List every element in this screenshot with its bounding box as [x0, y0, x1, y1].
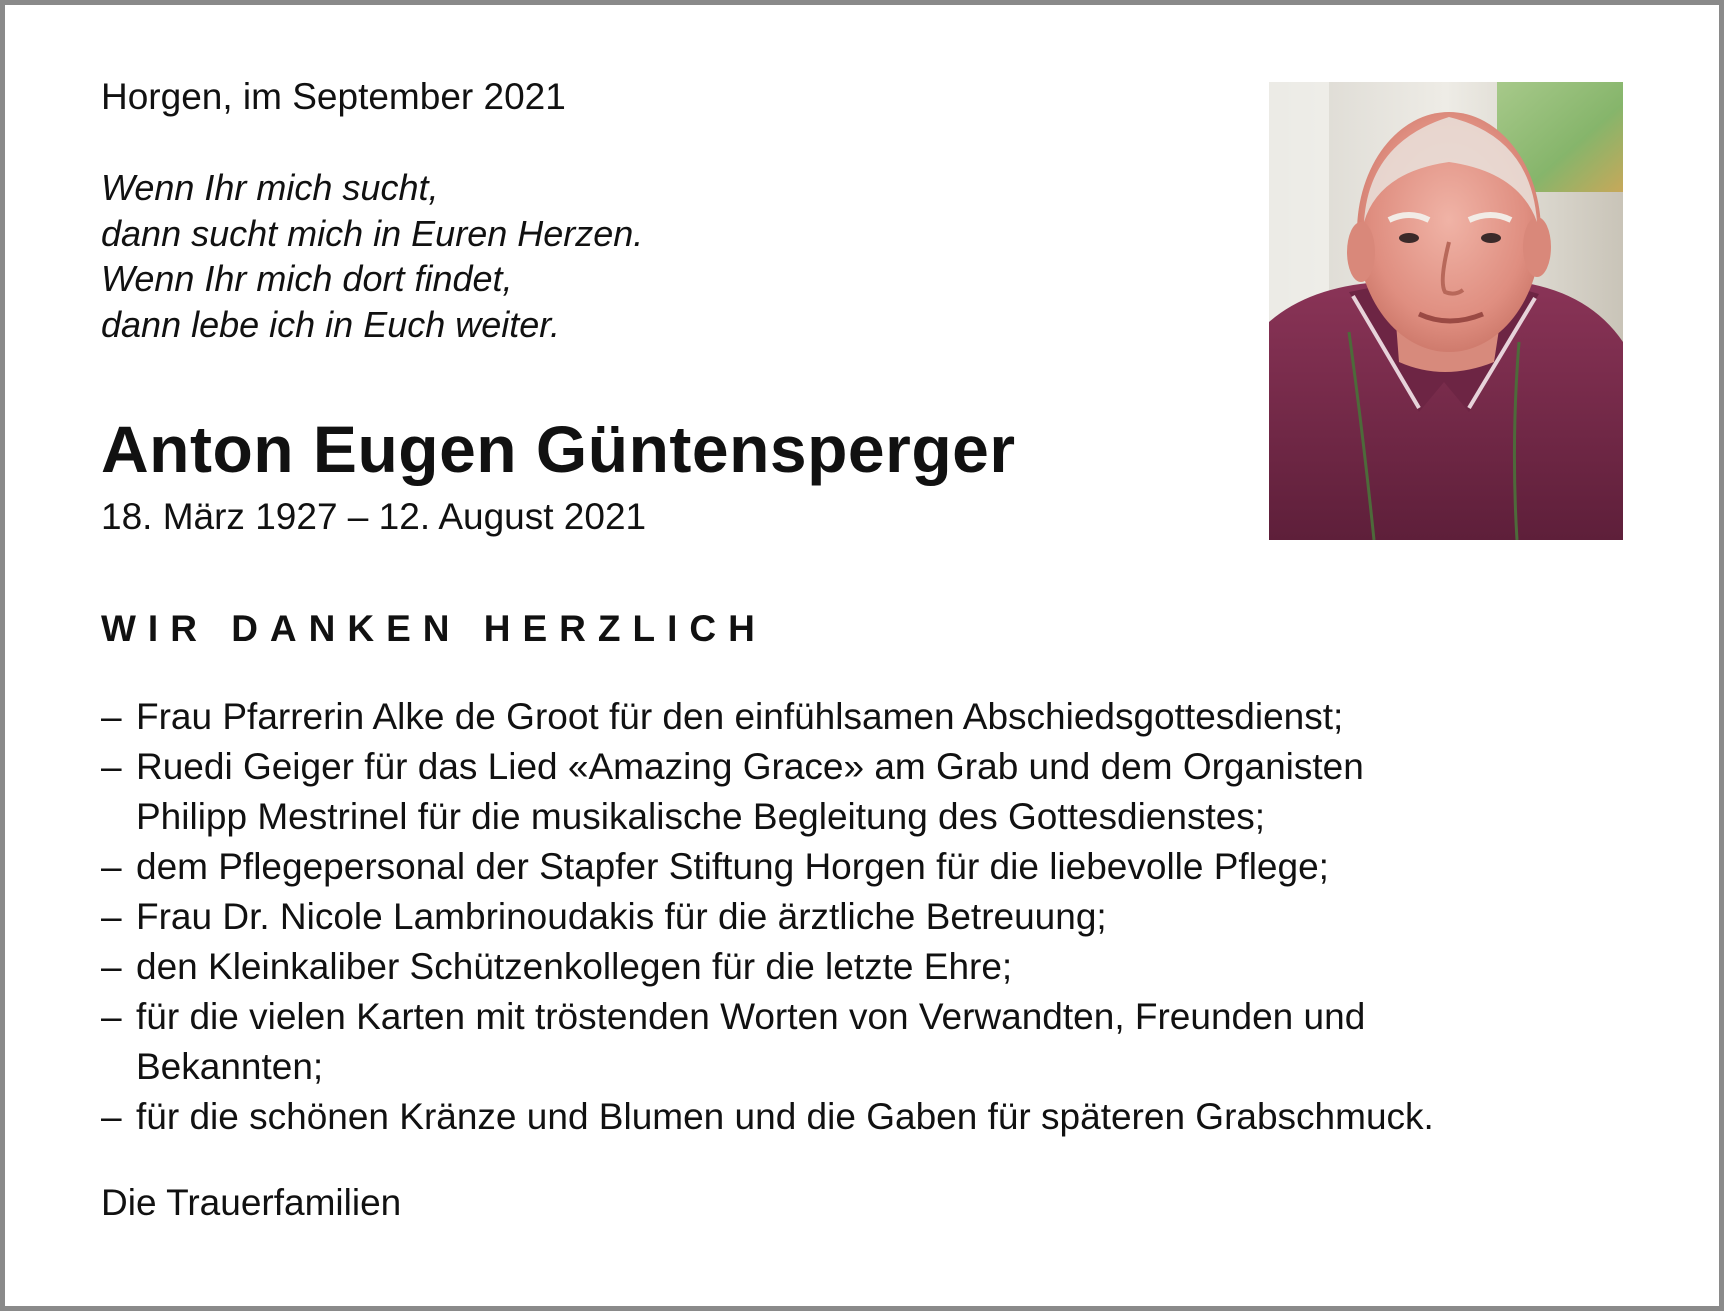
dash-bullet: – — [101, 996, 122, 1037]
poem-line: dann lebe ich in Euch weiter. — [101, 303, 560, 345]
dash-bullet: – — [101, 746, 122, 787]
dash-bullet: – — [101, 846, 122, 887]
dash-bullet: – — [101, 696, 122, 737]
dash-bullet: – — [101, 1096, 122, 1137]
list-item-line: den Kleinkaliber Schützenkollegen für die letzte Ehre; — [136, 946, 1013, 987]
list-item — [101, 692, 1661, 742]
list-item — [101, 1092, 1661, 1142]
list-item — [101, 742, 1661, 842]
portrait-illustration — [1269, 82, 1623, 540]
thanks-list — [101, 692, 1661, 1142]
list-item — [101, 942, 1661, 992]
obituary-text — [101, 75, 1434, 1226]
list-item-line: Ruedi Geiger für das Lied «Amazing Grace» am Grab und dem Organisten — [136, 746, 1364, 787]
signature: Die Trauerfamilien — [101, 1182, 402, 1223]
poem — [101, 165, 1251, 347]
poem-line: Wenn Ihr mich sucht, — [101, 167, 439, 208]
thanks-heading: WIR DANKEN HERZLICH — [101, 608, 767, 649]
poem-line: dann sucht mich in Euren Herzen. — [101, 212, 644, 254]
dash-bullet: – — [101, 946, 122, 987]
list-item-line: Philipp Mestrinel für die musikalische Begleitung des Gottesdienstes; — [136, 796, 1266, 837]
list-item — [101, 992, 1661, 1092]
list-item-line: für die vielen Karten mit tröstenden Worten von Verwandten, Freunden und — [136, 996, 1366, 1037]
list-item — [101, 892, 1661, 942]
list-item — [101, 842, 1661, 892]
place-date: Horgen, im September 2021 — [101, 76, 566, 117]
list-item-line: Frau Dr. Nicole Lambrinoudakis für die ärztliche Betreuung; — [136, 896, 1107, 937]
portrait-photo — [1269, 82, 1623, 540]
dash-bullet: – — [101, 896, 122, 937]
list-item-line: für die schönen Kränze und Blumen und die Gaben für späteren Grabschmuck. — [136, 1096, 1434, 1137]
poem-line: Wenn Ihr mich dort findet, — [101, 258, 513, 299]
list-item-line: Bekannten; — [136, 1046, 324, 1087]
deceased-name: Anton Eugen Güntensperger — [101, 412, 1016, 486]
list-item-line: dem Pflegepersonal der Stapfer Stiftung Horgen für die liebevolle Pflege; — [136, 846, 1329, 887]
life-dates: 18. März 1927 – 12. August 2021 — [101, 496, 647, 537]
list-item-line: Frau Pfarrerin Alke de Groot für den einfühlsamen Abschiedsgottesdienst; — [136, 696, 1344, 737]
